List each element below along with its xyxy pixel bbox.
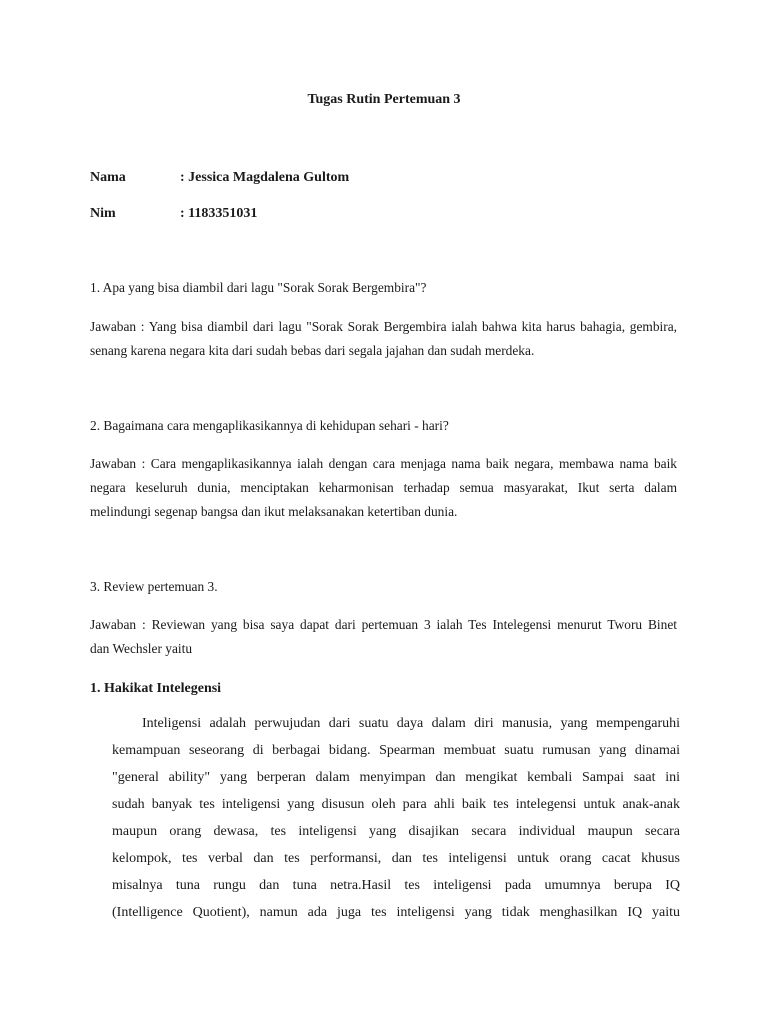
- name-value: : Jessica Magdalena Gultom: [180, 170, 350, 185]
- answer-line: senang karena negara kita dari sudah bebas dari segala jajahan dan sudah merdeka.: [90, 343, 535, 358]
- answer-line: Jawaban : Reviewan yang bisa saya dapat dari pertemuan 3 ialah Tes Intelegensi menurut Tworu Binet: [90, 617, 677, 632]
- question-3: 3. Review pertemuan 3.: [90, 579, 218, 594]
- answer-line: negara keseluruh dunia, menciptakan keharmonisan terhadap semua masyarakat, Ikut serta dalam: [90, 480, 677, 495]
- paragraph-line: maupun orang dewasa, tes inteligensi yang disajikan secara individual maupun secara: [112, 824, 680, 839]
- answer-line: melindungi segenap bangsa dan ikut melaksanakan ketertiban dunia.: [90, 504, 458, 519]
- question-1: 1. Apa yang bisa diambil dari lagu "Sorak Sorak Bergembira"?: [90, 280, 427, 295]
- paragraph-line: Inteligensi adalah perwujudan dari suatu daya dalam diri manusia, yang mempengaruhi: [142, 716, 680, 731]
- answer-line: Jawaban : Yang bisa diambil dari lagu "Sorak Sorak Bergembira ialah bahwa kita harus bahagia, gembira,: [90, 319, 677, 334]
- answer-line: Jawaban : Cara mengaplikasikannya ialah dengan cara menjaga nama baik negara, membawa nama baik: [90, 456, 677, 471]
- section-heading: 1. Hakikat Intelegensi: [90, 681, 222, 696]
- answer-2: [90, 452, 677, 524]
- paragraph-line: misalnya tuna rungu dan tuna netra.Hasil tes inteligensi pada umumnya berupa IQ: [112, 878, 680, 893]
- paragraph-line: (Intelligence Quotient), namun ada juga tes inteligensi yang tidak menghasilkan IQ yaitu: [112, 905, 680, 920]
- answer-line: dan Wechsler yaitu: [90, 641, 193, 656]
- nim-label: Nim: [90, 206, 116, 221]
- paragraph-line: sudah banyak tes inteligensi yang disusun oleh para ahli baik tes intelegensi untuk anak-anak: [112, 797, 680, 812]
- paragraph-line: kelompok, tes verbal dan tes performansi, dan tes inteligensi untuk orang cacat khusus: [112, 851, 680, 866]
- question-2: 2. Bagaimana cara mengaplikasikannya di kehidupan sehari - hari?: [90, 418, 449, 433]
- answer-1: [90, 315, 677, 363]
- document-title: Tugas Rutin Pertemuan 3: [307, 92, 461, 107]
- paragraph-line: "general ability" yang berperan dalam menyimpan dan mengikat kembali Sampai saat ini: [112, 770, 680, 785]
- section-paragraph: [112, 710, 680, 926]
- answer-3: [90, 613, 677, 661]
- nim-value: : 1183351031: [180, 206, 258, 221]
- paragraph-line: kemampuan seseorang di berbagai bidang. Spearman membuat suatu rumusan yang dinamai: [112, 743, 680, 758]
- name-label: Nama: [90, 170, 126, 185]
